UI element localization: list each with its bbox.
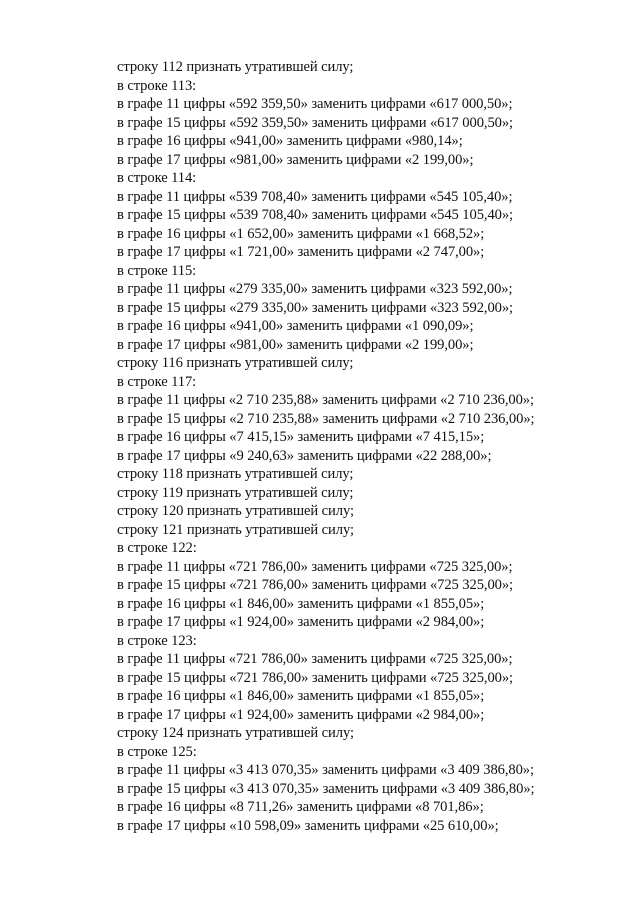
text-line: в графе 11 цифры «3 413 070,35» заменить цифрами «3 409 386,80»;	[117, 762, 534, 778]
text-line: строку 116 признать утратившей силу;	[117, 355, 354, 371]
text-line: строку 119 признать утратившей силу;	[117, 484, 354, 501]
text-line: в строке 122:	[117, 540, 197, 556]
text-line: в графе 15 цифры «539 708,40» заменить цифрами «545 105,40»;	[117, 207, 513, 223]
text-line: в строке 123:	[117, 632, 197, 649]
text-line: в графе 16 цифры «941,00» заменить цифрами «1 090,09»;	[117, 318, 474, 334]
text-line: в строке 117:	[117, 373, 197, 390]
text-line: в строке 114:	[117, 170, 197, 186]
text-line: строку 121 признать утратившей силу;	[117, 521, 354, 538]
text-line: в графе 11 цифры «592 359,50» заменить цифрами «617 000,50»;	[117, 96, 513, 112]
text-line: в строке 125:	[117, 743, 197, 760]
text-line: в графе 11 цифры «539 708,40» заменить цифрами «545 105,40»;	[117, 188, 513, 205]
text-line: в графе 15 цифры «721 786,00» заменить цифрами «725 325,00»;	[117, 669, 513, 686]
text-line: в графе 11 цифры «2 710 235,88» заменить цифрами «2 710 236,00»;	[117, 392, 534, 408]
text-line: в графе 16 цифры «1 846,00» заменить цифрами «1 855,05»;	[117, 595, 485, 612]
text-line: в строке 113:	[117, 77, 197, 94]
text-line: в графе 15 цифры «592 359,50» заменить цифрами «617 000,50»;	[117, 114, 513, 131]
text-line: в графе 17 цифры «1 924,00» заменить цифрами «2 984,00»;	[117, 706, 485, 723]
text-line: строку 118 признать утратившей силу;	[117, 466, 354, 482]
text-line: в графе 15 цифры «2 710 235,88» заменить цифрами «2 710 236,00»;	[117, 410, 535, 427]
text-line: в графе 15 цифры «721 786,00» заменить цифрами «725 325,00»;	[117, 577, 513, 593]
text-line: в графе 17 цифры «1 924,00» заменить цифрами «2 984,00»;	[117, 614, 485, 630]
text-line: в графе 16 цифры «7 415,15» заменить цифрами «7 415,15»;	[117, 429, 485, 445]
text-line: в графе 16 цифры «1 846,00» заменить цифрами «1 855,05»;	[117, 688, 485, 704]
text-line: в графе 17 цифры «1 721,00» заменить цифрами «2 747,00»;	[117, 244, 485, 260]
text-line: в графе 17 цифры «981,00» заменить цифрами «2 199,00»;	[117, 336, 474, 353]
text-line: в графе 15 цифры «279 335,00» заменить цифрами «323 592,00»;	[117, 299, 513, 316]
text-line: в строке 115:	[117, 262, 197, 279]
text-line: в графе 11 цифры «721 786,00» заменить цифрами «725 325,00»;	[117, 558, 513, 575]
amendment-text	[117, 58, 597, 835]
text-line: строку 124 признать утратившей силу;	[117, 725, 354, 741]
text-line: в графе 16 цифры «8 711,26» заменить цифрами «8 701,86»;	[117, 799, 484, 815]
text-line: в графе 17 цифры «9 240,63» заменить цифрами «22 288,00»;	[117, 447, 492, 464]
text-line: в графе 11 цифры «279 335,00» заменить цифрами «323 592,00»;	[117, 281, 513, 297]
text-line: в графе 15 цифры «3 413 070,35» заменить цифрами «3 409 386,80»;	[117, 780, 535, 797]
text-line: строку 120 признать утратившей силу;	[117, 503, 354, 519]
text-line: в графе 17 цифры «981,00» заменить цифрами «2 199,00»;	[117, 151, 474, 168]
text-line: в графе 17 цифры «10 598,09» заменить цифрами «25 610,00»;	[117, 817, 499, 834]
text-line: в графе 11 цифры «721 786,00» заменить цифрами «725 325,00»;	[117, 651, 513, 667]
text-line: в графе 16 цифры «941,00» заменить цифрами «980,14»;	[117, 133, 463, 149]
text-line: в графе 16 цифры «1 652,00» заменить цифрами «1 668,52»;	[117, 225, 485, 242]
text-line: строку 112 признать утратившей силу;	[117, 59, 354, 75]
